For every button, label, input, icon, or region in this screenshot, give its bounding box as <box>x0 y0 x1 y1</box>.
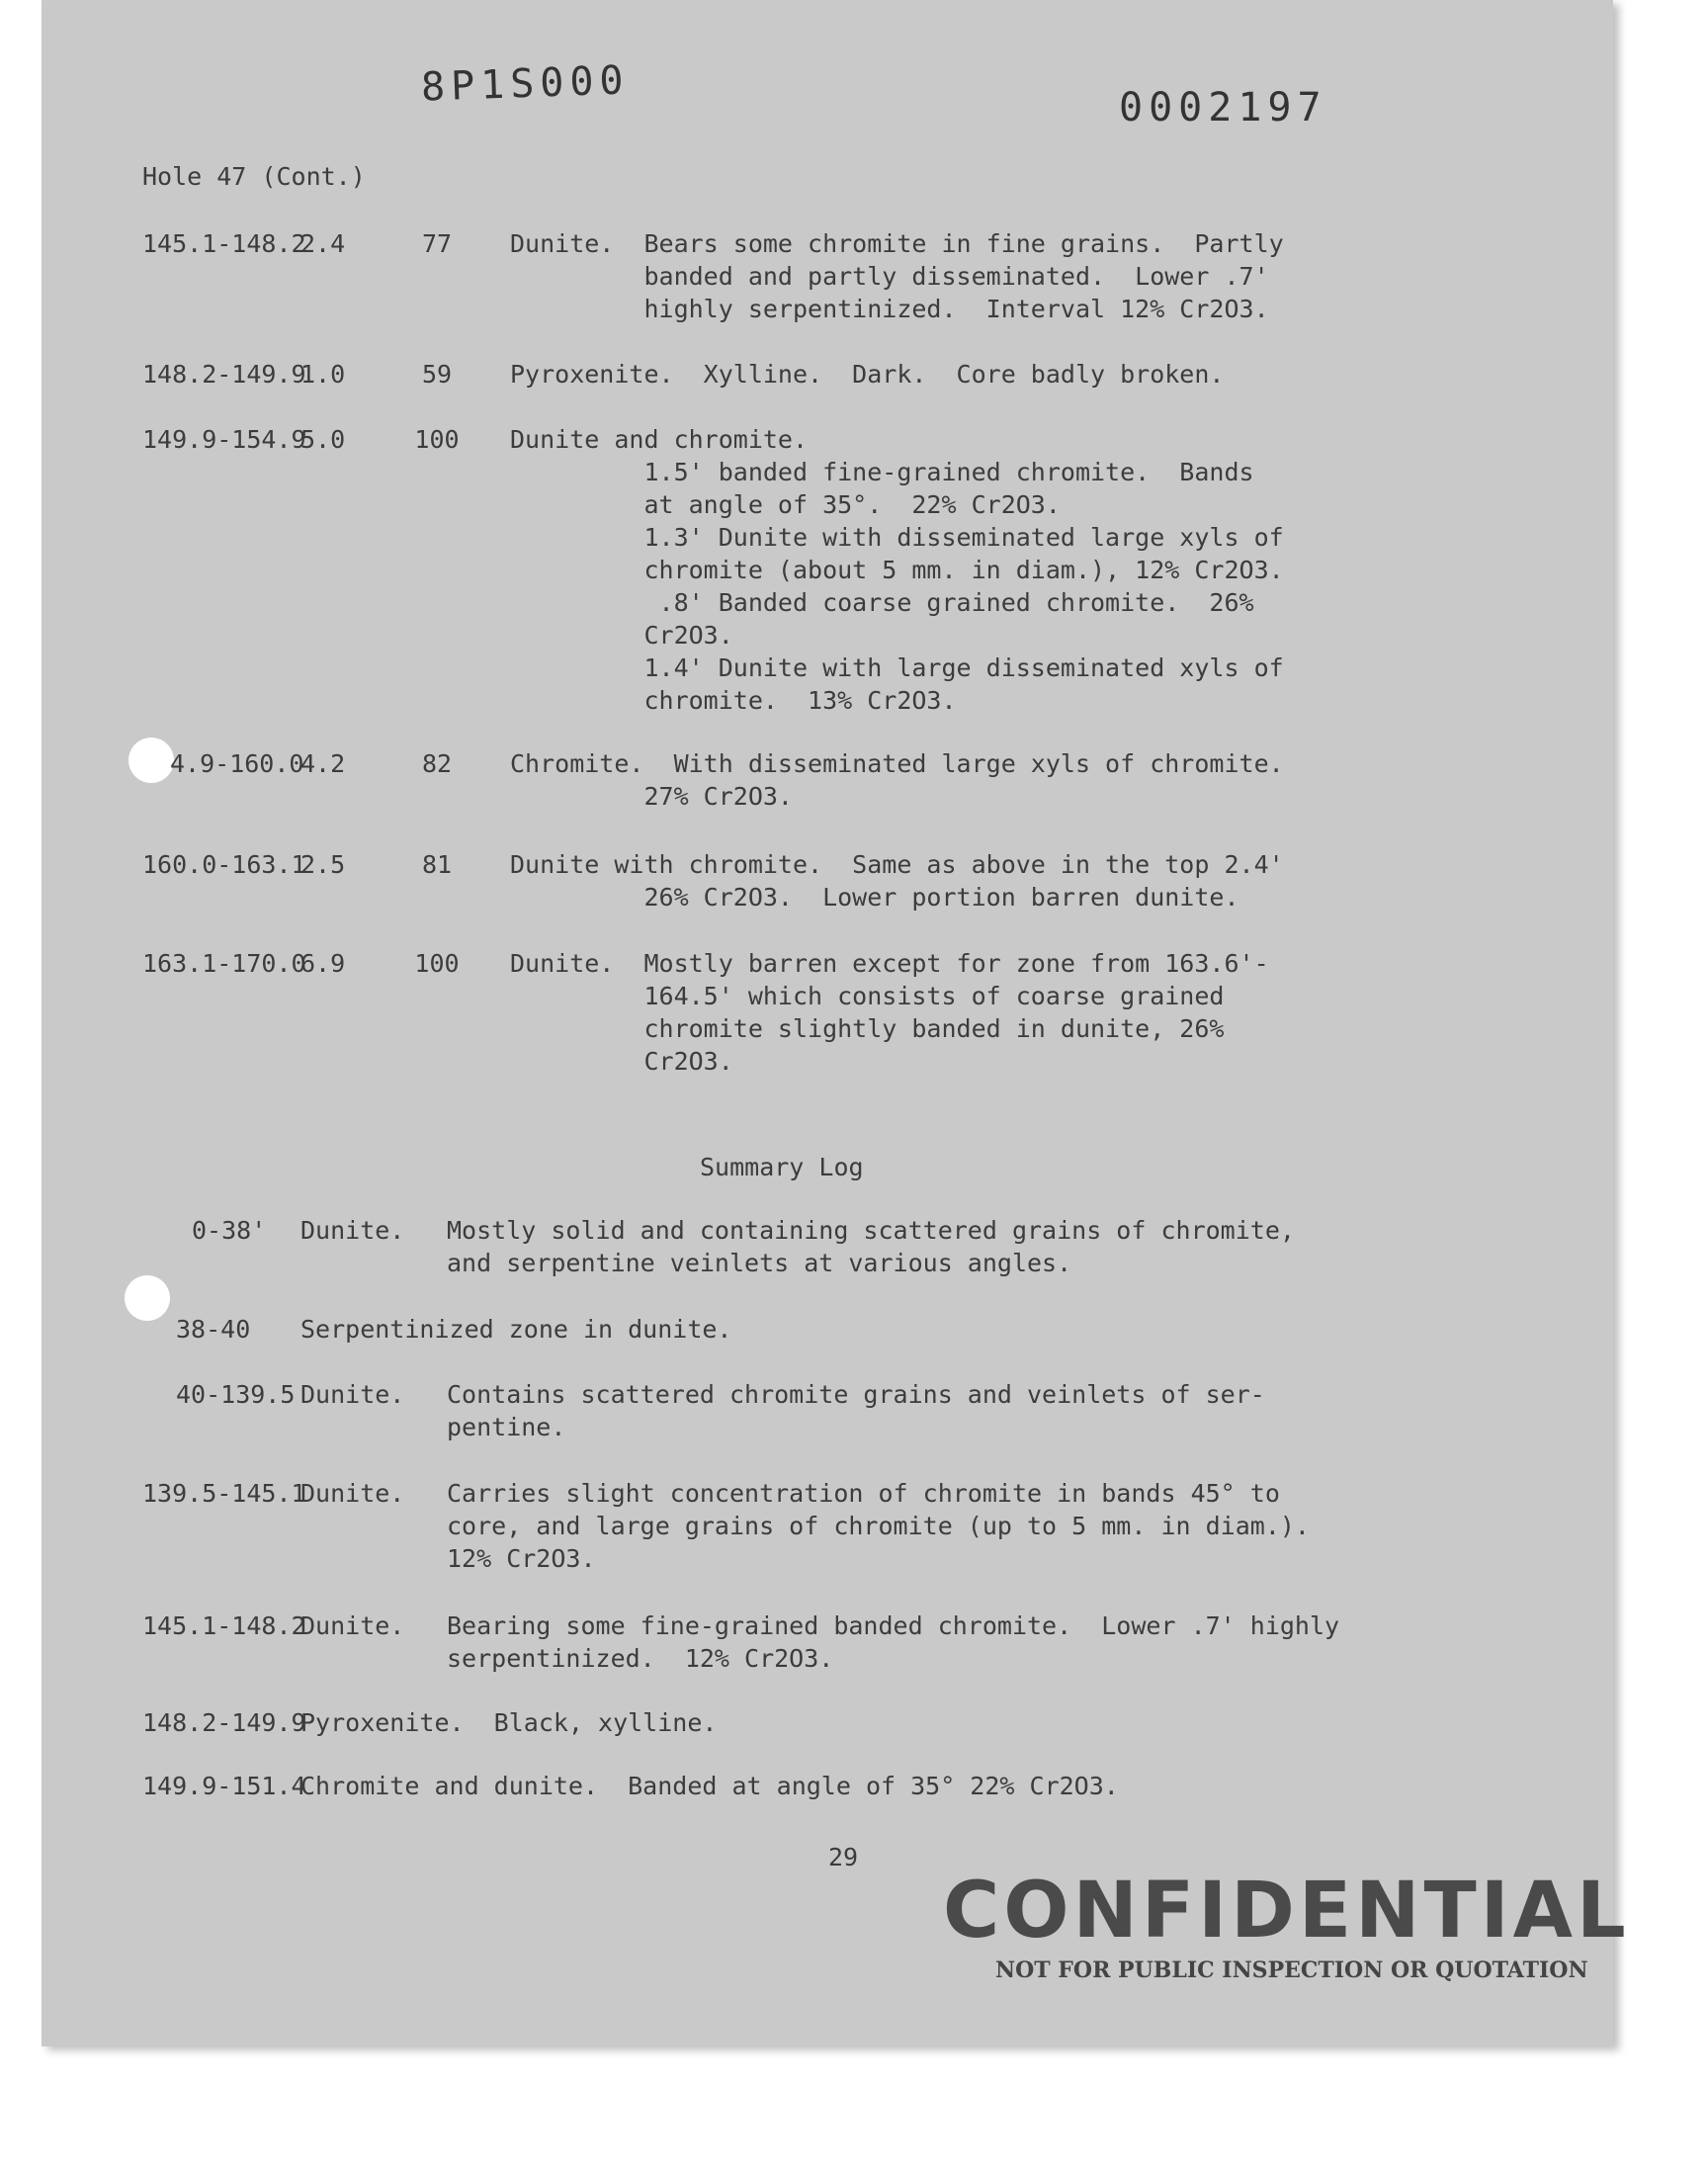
interval-run: 2.5 <box>300 850 346 879</box>
interval-recovery: 59 <box>421 360 453 389</box>
interval-depth: 163.1-170.0 <box>142 949 306 978</box>
summary-text: Pyroxenite. Black, xylline. <box>300 1708 718 1737</box>
hole-title: Hole 47 (Cont.) <box>142 162 366 191</box>
summary-depth: 40-139.5 <box>176 1380 296 1409</box>
summary-depth: 145.1-148.2 <box>142 1611 306 1640</box>
confidential-stamp: CONFIDENTIAL <box>943 1867 1630 1956</box>
interval-depth: 148.2-149.9 <box>142 360 306 389</box>
interval-depth: 149.9-154.9 <box>142 425 306 454</box>
summary-rock: Dunite. <box>300 1380 405 1409</box>
summary-text: Chromite and dunite. Banded at angle of 35° 22% Cr2O3. <box>300 1772 1119 1800</box>
summary-rock: Dunite. <box>300 1216 405 1245</box>
summary-text: Mostly solid and containing scattered grains of chromite, and serpentine veinlets at various angles. <box>447 1216 1295 1277</box>
interval-recovery: 100 <box>414 425 460 454</box>
summary-rock: Dunite. <box>300 1479 405 1508</box>
document-page <box>42 0 1630 2046</box>
summary-title: Summary Log <box>700 1153 864 1181</box>
interval-run: 2.4 <box>300 229 346 258</box>
interval-run: 1.0 <box>300 360 346 389</box>
interval-run: 4.2 <box>300 749 346 778</box>
interval-description: Dunite and chromite. 1.5' banded fine-grained chromite. Bands at angle of 35°. 22% Cr2O3. 1.3' Dunite with disseminated large xyls of chromite (about 5 mm. in diam.), 12% Cr2O3. .8' Banded coarse grained chromite. 26% Cr2O3. 1.4' Dunite with large disseminated xyls of chromite. 13% Cr2O3. <box>510 425 1284 715</box>
punch-hole-upper <box>128 738 174 783</box>
interval-recovery: 77 <box>421 229 453 258</box>
interval-run: 6.9 <box>300 949 346 978</box>
interval-description: Chromite. With disseminated large xyls of chromite. 27% Cr2O3. <box>510 749 1284 811</box>
stamp-left: 8P1S000 <box>420 57 631 111</box>
stamp-right: 0002197 <box>1119 85 1327 130</box>
interval-depth: 145.1-148.2 <box>142 229 306 258</box>
summary-depth: 0-38' <box>192 1216 267 1245</box>
interval-description: Pyroxenite. Xylline. Dark. Core badly broken. <box>510 360 1225 389</box>
summary-text: Carries slight concentration of chromite in bands 45° to core, and large grains of chromite (up to 5 mm. in diam.). 12% Cr2O3. <box>447 1479 1310 1573</box>
confidential-notice: NOT FOR PUBLIC INSPECTION OR QUOTATION <box>995 1958 1588 1983</box>
interval-description: Dunite with chromite. Same as above in the top 2.4' 26% Cr2O3. Lower portion barren dunite. <box>510 850 1284 912</box>
interval-recovery: 100 <box>414 949 460 978</box>
summary-text: Serpentinized zone in dunite. <box>300 1315 732 1344</box>
interval-run: 5.0 <box>300 425 346 454</box>
interval-depth: 4.9-160.0 <box>170 749 304 778</box>
interval-recovery: 82 <box>421 749 453 778</box>
interval-recovery: 81 <box>421 850 453 879</box>
summary-depth: 148.2-149.9 <box>142 1708 306 1737</box>
summary-text: Contains scattered chromite grains and veinlets of ser- pentine. <box>447 1380 1265 1441</box>
summary-depth: 38-40 <box>176 1315 251 1344</box>
interval-description: Dunite. Bears some chromite in fine grains. Partly banded and partly disseminated. Lower .7' highly serpentinized. Interval 12% Cr2O3. <box>510 229 1284 323</box>
summary-rock: Dunite. <box>300 1611 405 1640</box>
punch-hole-lower <box>125 1275 170 1321</box>
summary-text: Bearing some fine-grained banded chromite. Lower .7' highly serpentinized. 12% Cr2O3. <box>447 1611 1340 1673</box>
page-number: 29 <box>828 1843 859 1871</box>
interval-description: Dunite. Mostly barren except for zone from 163.6'- 164.5' which consists of coarse grained chromite slightly banded in dunite, 26% Cr2O3. <box>510 949 1269 1076</box>
interval-depth: 160.0-163.1 <box>142 850 306 879</box>
summary-depth: 139.5-145.1 <box>142 1479 306 1508</box>
summary-depth: 149.9-151.4 <box>142 1772 306 1800</box>
